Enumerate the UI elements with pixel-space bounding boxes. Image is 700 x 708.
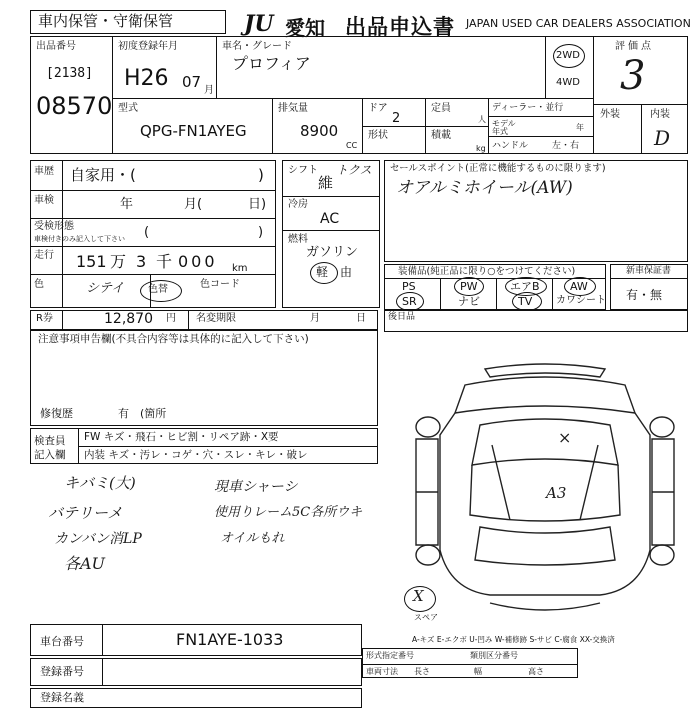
handle-options: 左・右 bbox=[552, 141, 580, 151]
owner-label: 登録名義 bbox=[40, 691, 84, 704]
color-circled: 色替 bbox=[148, 284, 168, 295]
chassis-label: 車台番号 bbox=[40, 635, 84, 648]
fuel-diesel: 軽 bbox=[316, 265, 329, 279]
note-left-3: カンバン消LP bbox=[54, 531, 142, 547]
registration-month-unit: 月 bbox=[204, 85, 214, 96]
type-code-label: 型式 bbox=[118, 103, 138, 114]
grid-line bbox=[610, 278, 688, 279]
shift-note: トクス bbox=[336, 163, 372, 177]
grid-line bbox=[102, 658, 103, 686]
equip-circle-pw bbox=[454, 277, 484, 296]
equip-circle-sr bbox=[396, 292, 424, 311]
dims-height: 高さ bbox=[528, 667, 544, 676]
grid-line bbox=[440, 278, 441, 310]
recycle-unit: 円 bbox=[166, 313, 176, 324]
note-left-4: 各AU bbox=[64, 554, 106, 573]
grid-line bbox=[282, 230, 380, 231]
category-label: 類別区分番号 bbox=[470, 651, 518, 660]
inspection-year: 年 bbox=[120, 197, 134, 212]
interior-label: 内装 bbox=[650, 109, 670, 120]
sales-point-text: オアルミホイール(AW) bbox=[396, 178, 573, 198]
grid-line bbox=[112, 98, 593, 99]
load-unit: kg bbox=[476, 144, 486, 153]
form-title: 出品申込書 bbox=[345, 15, 455, 39]
warranty-value: 有・無 bbox=[626, 288, 663, 302]
storage-tag: 車内保管・守衛保管 bbox=[38, 12, 174, 30]
repair-value: 有 bbox=[118, 407, 129, 420]
inspector-row1: FW キズ・飛石・ヒビ割・リペア跡・X要 bbox=[84, 431, 279, 443]
doors-label: ドア bbox=[368, 103, 388, 114]
model-year-unit: 年 bbox=[576, 123, 584, 132]
inspector-row2: 内装 キズ・汚レ・コゲ・穴・スレ・キレ・破レ bbox=[84, 449, 308, 461]
aircon-value: AC bbox=[320, 211, 340, 227]
capacity-label: 定員 bbox=[431, 103, 451, 114]
chassis-value: FN1AYE-1033 bbox=[176, 630, 284, 649]
type-code-value: QPG-FN1AYEG bbox=[140, 122, 247, 140]
grid-line bbox=[362, 126, 488, 127]
drive-2wd: 2WD bbox=[556, 50, 580, 61]
car-damage-diagram bbox=[410, 355, 680, 620]
fuel-value: ガソリン bbox=[306, 245, 359, 260]
registration-label: 初度登録年月 bbox=[118, 41, 178, 52]
repair-place: (箇所 bbox=[140, 407, 167, 420]
displacement-label: 排気量 bbox=[278, 103, 308, 114]
grid-line bbox=[102, 624, 103, 656]
warranty-label: 新車保証書 bbox=[626, 266, 672, 276]
equip-aw: AW bbox=[570, 280, 588, 293]
accepted-open: ( bbox=[144, 225, 150, 240]
rear-items-block bbox=[384, 310, 688, 332]
displacement-unit: CC bbox=[346, 141, 358, 150]
grid-line bbox=[282, 196, 380, 197]
equip-sr: SR bbox=[402, 295, 417, 308]
equip-circle-tv bbox=[512, 292, 542, 311]
model-name: プロフィア bbox=[232, 54, 311, 73]
grid-line bbox=[488, 116, 593, 117]
doors-value: 2 bbox=[392, 111, 401, 126]
grid-line bbox=[362, 664, 578, 665]
grid-line bbox=[641, 104, 642, 154]
grid-line bbox=[593, 36, 594, 154]
dims-length: 長さ bbox=[414, 667, 430, 676]
deadline-month: 月 bbox=[310, 313, 320, 324]
rear-items-label: 後日品 bbox=[388, 312, 416, 322]
registration-month: 07 bbox=[182, 73, 202, 91]
equip-airbag: エアB bbox=[510, 280, 540, 293]
grid-line bbox=[78, 446, 378, 447]
equip-pw: PW bbox=[460, 280, 478, 293]
grid-line bbox=[62, 310, 63, 330]
grid-line bbox=[188, 310, 189, 330]
type-spec-label: 形式指定番号 bbox=[366, 651, 414, 660]
equip-navi: ナビ bbox=[458, 295, 480, 308]
equip-tv: TV bbox=[518, 295, 533, 308]
grid-line bbox=[272, 98, 273, 154]
spare-mark: X bbox=[413, 587, 424, 605]
dealer-import-label: ディーラー・並行 bbox=[492, 103, 564, 113]
capacity-unit: 人 bbox=[478, 115, 486, 124]
grid-line bbox=[62, 160, 63, 308]
grid-line bbox=[488, 98, 489, 154]
accepted-label: 受検形態 bbox=[34, 221, 74, 232]
note-left-1: キバミ(大) bbox=[64, 474, 136, 492]
inspection-month: 月( bbox=[184, 197, 203, 212]
mileage-man: 151 bbox=[76, 252, 107, 271]
interior-value: D bbox=[654, 126, 671, 150]
inspector-label: 検査員記入欄 bbox=[34, 435, 66, 461]
sales-point-label: セールスポイント(正常に機能するものに限ります) bbox=[390, 163, 606, 174]
dims-width: 幅 bbox=[474, 667, 482, 676]
lot-label: 出品番号 bbox=[36, 41, 76, 52]
recycle-value: 12,870 bbox=[104, 311, 153, 327]
damage-mark-x: × bbox=[558, 428, 572, 447]
shape-label: 形状 bbox=[368, 130, 388, 141]
deadline-day: 日 bbox=[356, 313, 366, 324]
mileage-label: 走行 bbox=[34, 250, 54, 261]
inspection-day: 日) bbox=[248, 197, 267, 212]
association-name: JAPAN USED CAR DEALERS ASSOCIATION bbox=[466, 17, 691, 30]
deadline-label: 名変期限 bbox=[196, 313, 236, 324]
color-code-label: 色コード bbox=[200, 279, 240, 290]
grid-line bbox=[545, 36, 546, 98]
color-value: シテイ bbox=[86, 281, 125, 296]
history-close: ) bbox=[258, 166, 264, 184]
spare-label: スペア bbox=[414, 613, 438, 622]
fuel-sub: 由 bbox=[340, 265, 353, 279]
displacement-value: 8900 bbox=[300, 122, 339, 140]
grid-line bbox=[30, 218, 276, 219]
grid-line bbox=[496, 278, 497, 310]
registration-number-label: 登録番号 bbox=[40, 665, 84, 678]
handle-label: ハンドル bbox=[492, 141, 529, 151]
color-label: 色 bbox=[34, 279, 44, 290]
note-left-2: バテリーメ bbox=[48, 504, 123, 522]
history-label: 車歴 bbox=[34, 166, 54, 177]
recycle-label: R券 bbox=[36, 313, 53, 324]
notes-label: 注意事項申告欄(不具合内容等は具体的に記入して下さい) bbox=[38, 333, 309, 345]
damage-legend: A-キズ E-エクボ U-凹み W-補修跡 S-サビ C-腐食 XX-交換済 bbox=[412, 635, 615, 644]
grade-value: 3 bbox=[620, 53, 646, 99]
mileage-unit: km bbox=[232, 263, 248, 274]
note-right-2: 使用りレーム5C各所ウキ bbox=[214, 505, 363, 520]
registration-year: H26 bbox=[124, 66, 169, 91]
sales-point-block bbox=[384, 160, 688, 262]
mileage-man-unit: 万 bbox=[110, 252, 127, 271]
note-right-3: オイルもれ bbox=[220, 531, 285, 546]
grade-label: 評価点 bbox=[615, 41, 654, 52]
fuel-label: 燃料 bbox=[288, 234, 308, 245]
mileage-sen: 3 bbox=[136, 252, 147, 271]
inspection-label: 車検 bbox=[34, 195, 54, 206]
equipment-label: 装備品(純正品に限り○をつけてください) bbox=[398, 266, 576, 277]
repair-label: 修復歴 bbox=[40, 407, 73, 420]
model-label: 車名・グレード bbox=[222, 41, 292, 52]
grid-line bbox=[552, 278, 553, 310]
mileage-sen-unit: 千 bbox=[156, 252, 173, 271]
model-year-label: モデル年式 bbox=[492, 119, 516, 136]
dims-label: 車両寸法 bbox=[366, 667, 398, 676]
grid-line bbox=[216, 36, 217, 98]
note-right-1: 現車シャーシ bbox=[214, 479, 298, 495]
accepted-note: 車検付きのみ記入して下さい bbox=[34, 235, 125, 243]
grid-line bbox=[488, 136, 593, 137]
damage-mark-a3: A3 bbox=[546, 484, 567, 502]
accepted-close: ) bbox=[258, 225, 264, 240]
shift-label: シフト bbox=[288, 165, 318, 176]
equip-circle-aw bbox=[564, 277, 596, 296]
shift-value: 維 bbox=[318, 174, 334, 192]
grid-line bbox=[30, 246, 276, 247]
equip-leather-seat: カワシート bbox=[556, 295, 606, 306]
ju-logo: JU bbox=[244, 11, 274, 37]
aircon-label: 冷房 bbox=[288, 199, 308, 210]
region-name: 愛知 bbox=[285, 16, 325, 40]
lot-bracket-number: [2138] bbox=[46, 66, 93, 81]
load-label: 積載 bbox=[431, 130, 451, 141]
grid-line bbox=[30, 190, 276, 191]
equip-ps: PS bbox=[402, 280, 416, 293]
lot-number: 08570 bbox=[36, 92, 113, 120]
exterior-label: 外装 bbox=[600, 109, 620, 120]
drive-4wd: 4WD bbox=[556, 77, 580, 88]
grid-line bbox=[30, 274, 276, 275]
mileage-rest: 000 bbox=[178, 252, 218, 271]
history-value: 自家用・( bbox=[70, 166, 136, 184]
